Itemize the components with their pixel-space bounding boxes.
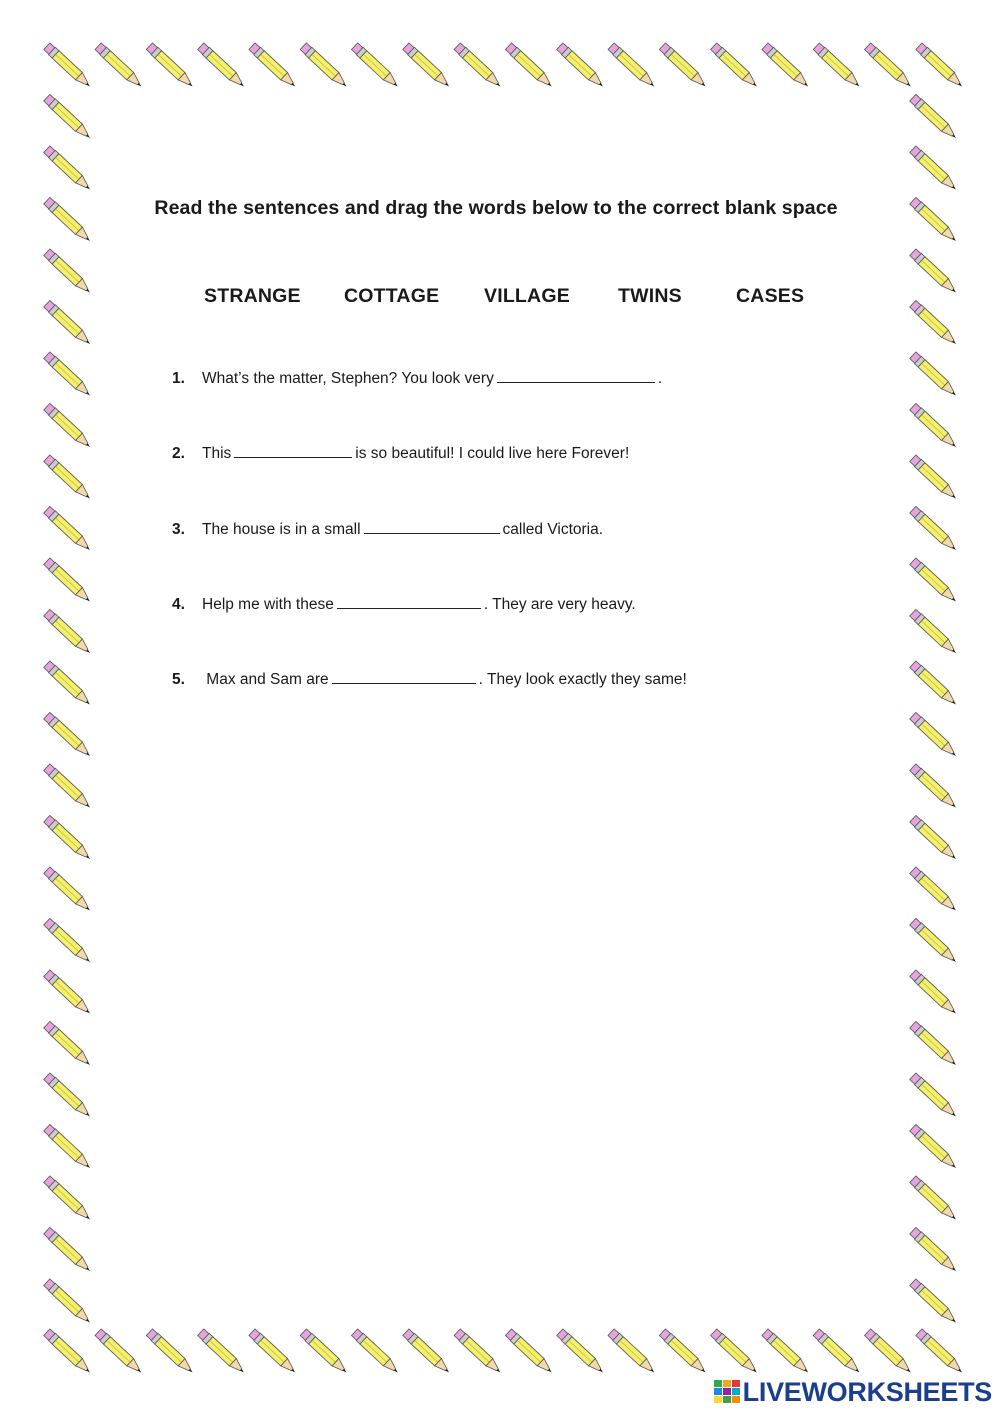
- pencil-icon: [402, 1329, 452, 1377]
- sentence-text-after: called Victoria.: [502, 521, 604, 538]
- sentence-5: [172, 669, 687, 689]
- pencil-icon: [915, 43, 965, 91]
- pencil-icon: [909, 712, 959, 760]
- pencil-icon: [909, 558, 959, 606]
- sentence-text-before: This: [202, 445, 232, 462]
- pencil-icon: [909, 815, 959, 863]
- pencil-icon: [864, 43, 914, 91]
- pencil-icon: [43, 94, 93, 142]
- pencil-icon: [909, 94, 959, 142]
- drop-blank-3[interactable]: [364, 519, 500, 534]
- pencil-icon: [43, 918, 93, 966]
- pencil-icon: [909, 764, 959, 812]
- pencil-icon: [556, 43, 606, 91]
- pencil-icon: [710, 1329, 760, 1377]
- word-tile-twins[interactable]: TWINS: [618, 285, 682, 307]
- pencil-icon: [659, 1329, 709, 1377]
- pencil-icon: [608, 43, 658, 91]
- sentence-text-after: . They are very heavy.: [483, 596, 636, 613]
- pencil-icon: [43, 815, 93, 863]
- pencil-icon: [43, 403, 93, 451]
- pencil-icon: [43, 1329, 93, 1377]
- pencil-icon: [43, 352, 93, 400]
- pencil-icon: [43, 43, 93, 91]
- pencil-icon: [454, 1329, 504, 1377]
- pencil-icon: [909, 661, 959, 709]
- pencil-icon: [505, 1329, 555, 1377]
- pencil-icon: [915, 1329, 965, 1377]
- pencil-icon: [909, 1124, 959, 1172]
- pencil-icon: [43, 1124, 93, 1172]
- pencil-icon: [43, 558, 93, 606]
- pencil-icon: [909, 455, 959, 503]
- pencil-icon: [43, 146, 93, 194]
- pencil-icon: [43, 1279, 93, 1327]
- pencil-icon: [909, 1021, 959, 1069]
- pencil-icon: [659, 43, 709, 91]
- pencil-icon: [146, 1329, 196, 1377]
- pencil-icon: [909, 609, 959, 657]
- sentence-number: 2.: [172, 445, 185, 462]
- sentence-3: [172, 519, 603, 539]
- pencil-icon: [909, 867, 959, 915]
- pencil-icon: [249, 43, 299, 91]
- pencil-icon: [909, 970, 959, 1018]
- pencil-icon: [710, 43, 760, 91]
- pencil-icon: [43, 712, 93, 760]
- word-tile-village[interactable]: VILLAGE: [484, 285, 570, 307]
- pencil-icon: [43, 1176, 93, 1224]
- pencil-icon: [909, 146, 959, 194]
- sentence-2: [172, 443, 629, 463]
- sentence-text-before: Max and Sam are: [202, 671, 329, 688]
- word-tile-cottage[interactable]: COTTAGE: [344, 285, 440, 307]
- pencil-icon: [608, 1329, 658, 1377]
- pencil-icon: [43, 764, 93, 812]
- pencil-icon: [909, 1279, 959, 1327]
- pencil-icon: [762, 43, 812, 91]
- sentence-number: 3.: [172, 521, 185, 538]
- pencil-icon: [95, 1329, 145, 1377]
- sentence-number: 1.: [172, 370, 185, 387]
- sentence-number: 5.: [172, 671, 185, 688]
- pencil-icon: [864, 1329, 914, 1377]
- drop-blank-1[interactable]: [497, 368, 655, 383]
- pencil-icon: [556, 1329, 606, 1377]
- pencil-icon: [43, 506, 93, 554]
- pencil-icon: [43, 1073, 93, 1121]
- liveworksheets-logo-text: LIVEWORKSHEETS: [742, 1376, 992, 1407]
- pencil-icon: [505, 43, 555, 91]
- pencil-icon: [402, 43, 452, 91]
- pencil-icon: [454, 43, 504, 91]
- pencil-icon: [43, 609, 93, 657]
- pencil-icon: [909, 918, 959, 966]
- instructions-title: Read the sentences and drag the words below to the correct blank space: [154, 197, 838, 219]
- word-tile-strange[interactable]: STRANGE: [204, 285, 301, 307]
- liveworksheets-logo: [714, 1377, 992, 1407]
- pencil-icon: [197, 1329, 247, 1377]
- pencil-icon: [762, 1329, 812, 1377]
- pencil-icon: [909, 1176, 959, 1224]
- pencil-icon: [146, 43, 196, 91]
- sentence-text-after: .: [657, 370, 663, 387]
- pencil-icon: [909, 1227, 959, 1275]
- pencil-icon: [813, 1329, 863, 1377]
- sentence-4: [172, 594, 636, 614]
- pencil-icon: [43, 455, 93, 503]
- pencil-icon: [43, 1021, 93, 1069]
- pencil-icon: [43, 1227, 93, 1275]
- pencil-icon: [300, 1329, 350, 1377]
- pencil-icon: [909, 506, 959, 554]
- sentence-number: 4.: [172, 596, 185, 613]
- pencil-icon: [351, 43, 401, 91]
- pencil-icon: [43, 970, 93, 1018]
- word-tile-cases[interactable]: CASES: [736, 285, 805, 307]
- pencil-icon: [300, 43, 350, 91]
- sentence-text-before: The house is in a small: [202, 521, 361, 538]
- sentence-text-after: . They look exactly they same!: [478, 671, 687, 688]
- pencil-icon: [813, 43, 863, 91]
- pencil-icon: [43, 661, 93, 709]
- pencil-icon: [249, 1329, 299, 1377]
- sentence-text-before: Help me with these: [202, 596, 334, 613]
- pencil-icon: [43, 867, 93, 915]
- pencil-icon: [351, 1329, 401, 1377]
- pencil-icon: [909, 1073, 959, 1121]
- drop-blank-5[interactable]: [332, 669, 476, 684]
- liveworksheets-logo-icon: [714, 1380, 740, 1404]
- pencil-icon: [909, 352, 959, 400]
- word-bank: [0, 285, 1000, 315]
- sentence-text-after: is so beautiful! I could live here Forever!: [355, 445, 630, 462]
- pencil-icon: [197, 43, 247, 91]
- pencil-icon: [95, 43, 145, 91]
- sentence-1: [172, 368, 662, 388]
- drop-blank-2[interactable]: [234, 443, 352, 458]
- sentence-text-before: What’s the matter, Stephen? You look very: [202, 370, 494, 387]
- pencil-icon: [909, 403, 959, 451]
- drop-blank-4[interactable]: [337, 594, 481, 609]
